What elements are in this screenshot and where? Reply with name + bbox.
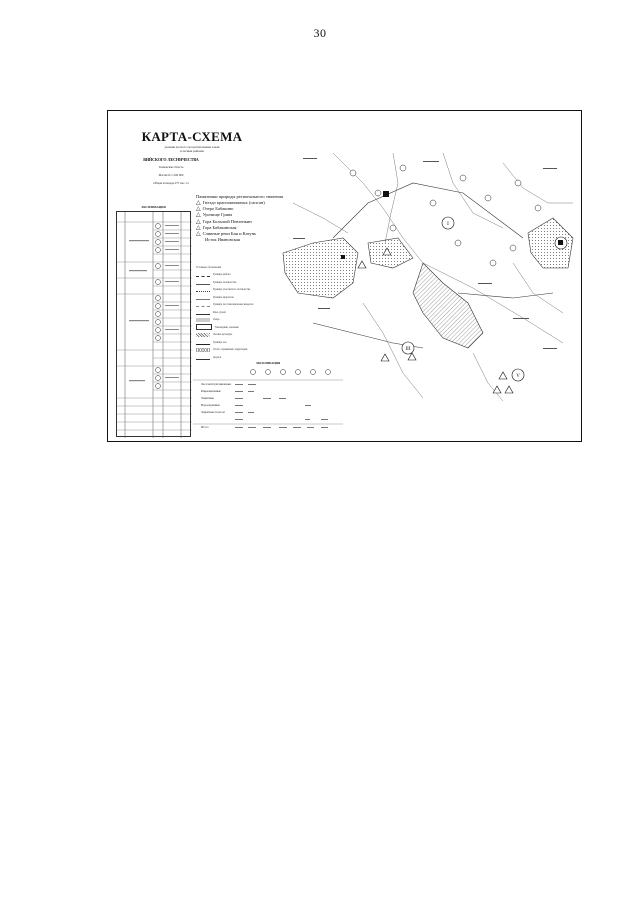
line-swatch (196, 355, 210, 360)
map-sheet (107, 110, 582, 442)
map-title: КАРТА-СХЕМА (141, 129, 243, 144)
map-subtitle-6: Общая площадь 275 тыс. га (153, 181, 189, 185)
area-swatch (196, 318, 210, 322)
zone-legend-item: △ Гора Бабакинская (196, 224, 237, 231)
symbol-legend-item: Дороги (196, 354, 276, 362)
symbol-legend-item: Озеро (196, 316, 276, 324)
explication-table-grid (117, 212, 192, 438)
triangle-icon: △ (196, 206, 201, 213)
triangle-icon: △ (196, 231, 201, 238)
map-label: III (405, 347, 411, 352)
zone-legend-item: △ Сливные реки Бия и Катунь (196, 231, 257, 238)
symbol-legend-item: Граница лесотаксационных выделов (196, 301, 276, 309)
symbol-legend (196, 266, 276, 361)
map-label: I (447, 222, 449, 227)
symbol-legend-item: Граница зон (196, 339, 276, 347)
line-swatch (196, 287, 210, 292)
map-subtitle-2: и лесным районам (180, 149, 204, 153)
zone-legend-item: △ Гнездо краснокнижных (сапсан) (196, 200, 265, 206)
area-swatch (196, 324, 212, 330)
symbol-legend-item: Граница участкового лесничества (196, 286, 276, 294)
line-swatch (196, 272, 210, 277)
triangle-icon: △ (196, 224, 201, 231)
map-subtitle-4: Тюменская область (158, 165, 184, 169)
symbol-legend-item: Граница кварталов (196, 294, 276, 302)
symbol-legend-item: Заповедник, заказник (196, 324, 276, 332)
bottom-table-row: Лесоэксплуатационные (201, 382, 232, 386)
map-subtitle-3: ВИЙСКОГО ЛЕСНИЧЕСТВА (143, 157, 199, 162)
bottom-table-row: Водоохранные (201, 403, 220, 407)
symbol-legend-title: Условные обозначения (196, 266, 222, 269)
map-subtitle-5: Масштаб 1:100 000 (158, 173, 184, 177)
bottom-table-row: Итого (201, 425, 209, 429)
area-swatch (196, 348, 210, 352)
bottom-table-title: ЭКСПЛИКАЦИЯ (255, 361, 281, 365)
line-swatch (196, 340, 210, 345)
area-swatch (196, 333, 210, 337)
map-label: V (516, 374, 520, 379)
zone-legend-title: Памятники природы регионального значения (196, 194, 283, 199)
explication-table (116, 211, 191, 437)
zone-legend-item: Исток Ивановская (205, 237, 240, 243)
map-area (273, 143, 578, 405)
symbol-legend-item: Граница лесничества (196, 279, 276, 287)
triangle-icon: △ (196, 200, 201, 206)
symbol-legend-item: Лесные культуры (196, 331, 276, 339)
zone-legend-item: △ Урочище Грива (196, 212, 233, 219)
legend-heading: ЭКСПЛИКАЦИЯ (141, 205, 166, 209)
page-number: 30 (313, 26, 327, 40)
symbol-legend-item: Граница района (196, 271, 276, 279)
triangle-icon: △ (196, 218, 201, 225)
line-swatch (196, 302, 210, 307)
symbol-legend-item: Особо охраняемые территории (196, 346, 276, 354)
zone-legend-item: △ Гора Большой Пензенкин (196, 218, 252, 225)
triangle-icon: △ (196, 212, 201, 219)
bottom-table-row: Рекреационные (201, 389, 221, 393)
zone-legend-item: △ Озеро Бабакино (196, 206, 234, 213)
bottom-table-row: Защитные (201, 396, 215, 400)
line-swatch (196, 310, 210, 315)
bottom-table-row: Запретные полосы (201, 410, 225, 414)
line-swatch (196, 295, 210, 300)
symbol-legend-item: Река, ручей (196, 309, 276, 317)
map-subtitle-1: деления лесов по лесорастительным зонам (164, 145, 220, 149)
line-swatch (196, 280, 210, 285)
